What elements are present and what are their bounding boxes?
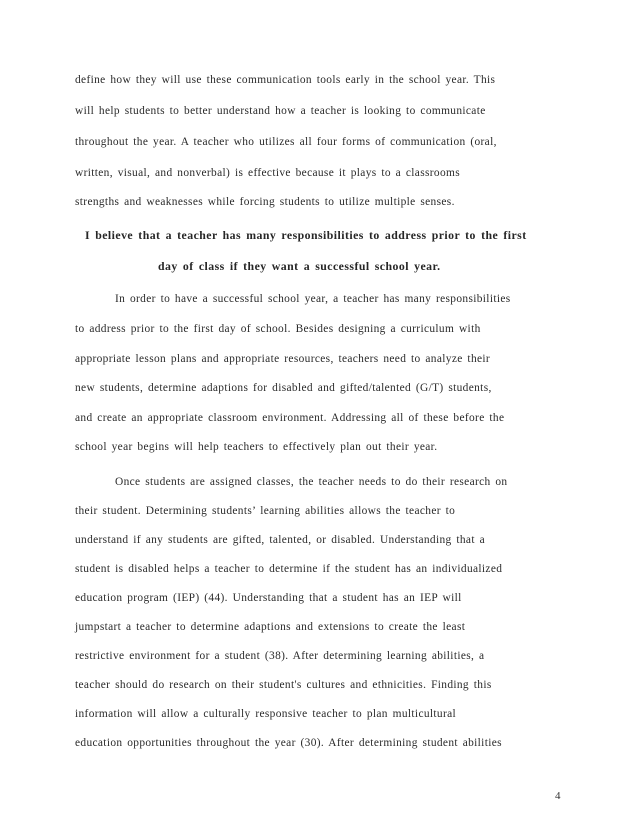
text-line: appropriate lesson plans and appropriate resources, teachers need to analyze their <box>75 353 491 365</box>
text-line: understand if any students are gifted, talented, or disabled. Understanding that a <box>75 534 486 546</box>
text-line: new students, determine adaptions for disabled and gifted/talented (G/T) students, <box>75 382 492 394</box>
text-line: and create an appropriate classroom environment. Addressing all of these before the <box>75 412 505 424</box>
text-line: information will allow a culturally responsive teacher to plan multicultural <box>75 708 457 720</box>
heading-line: I believe that a teacher has many responsibilities to address prior to the first <box>85 228 527 242</box>
text-line: their student. Determining students’ learning abilities allows the teacher to <box>75 505 456 517</box>
text-line: written, visual, and nonverbal) is effective because it plays to a classrooms <box>75 167 461 179</box>
text-line: restrictive environment for a student (38). After determining learning abilities, a <box>75 650 485 662</box>
text-line: education opportunities throughout the year (30). After determining student abilities <box>75 737 502 749</box>
page-number: 4 <box>555 790 561 802</box>
text-line: student is disabled helps a teacher to determine if the student has an individualized <box>75 563 503 575</box>
text-line: define how they will use these communication tools early in the school year. This <box>75 74 496 86</box>
text-line: school year begins will help teachers to effectively plan out their year. <box>75 441 438 453</box>
text-line: In order to have a successful school year, a teacher has many responsibilities <box>115 293 511 305</box>
text-line: education program (IEP) (44). Understanding that a student has an IEP will <box>75 592 462 604</box>
text-line: teacher should do research on their student's cultures and ethnicities. Finding this <box>75 679 492 691</box>
text-line: to address prior to the first day of school. Besides designing a curriculum with <box>75 323 481 335</box>
heading-line: day of class if they want a successful school year. <box>158 259 441 273</box>
text-line: strengths and weaknesses while forcing students to utilize multiple senses. <box>75 196 455 208</box>
text-line: will help students to better understand how a teacher is looking to communicate <box>75 105 486 117</box>
text-line: throughout the year. A teacher who utilizes all four forms of communication (oral, <box>75 136 497 148</box>
text-line: jumpstart a teacher to determine adaptions and extensions to create the least <box>75 621 466 633</box>
text-line: Once students are assigned classes, the teacher needs to do their research on <box>115 476 508 488</box>
